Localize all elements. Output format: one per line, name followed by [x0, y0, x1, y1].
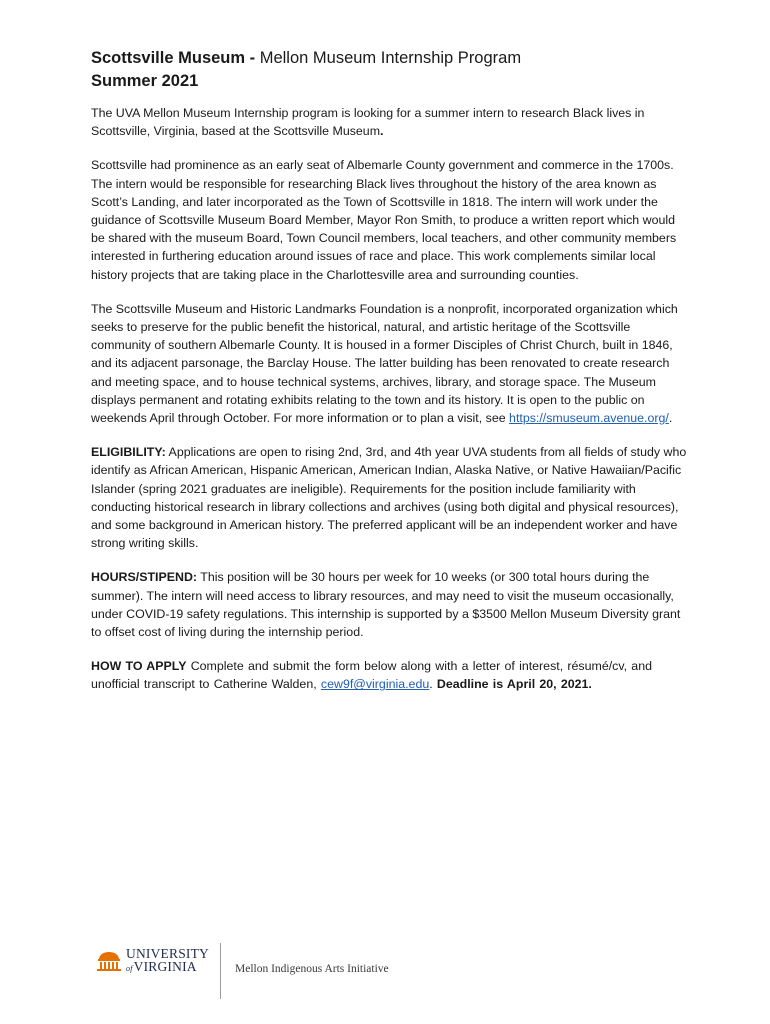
deadline-text: Deadline is April 20, 2021. [436, 677, 592, 692]
uva-wordmark [126, 947, 209, 975]
uva-wordmark-line1: UNIVERSITY [126, 946, 209, 961]
intro-text: The UVA Mellon Museum Internship program is looking for a summer intern to research Black lives in Scottsville, Virginia, based at the Scottsville Museum [91, 106, 645, 139]
eligibility-label: ELIGIBILITY: [91, 445, 166, 460]
title-program-name: Mellon Museum Internship Program [259, 49, 522, 67]
intro-period: . [380, 124, 384, 139]
logo-divider [220, 943, 221, 999]
uva-wordmark-of: of [126, 964, 133, 973]
museum-website-link[interactable]: https://smuseum.avenue.org/ [509, 411, 669, 426]
hours-text: This position will be 30 hours per week for 10 weeks (or 300 total hours during the summer). The intern will need access to library resources, and may need to visit the museum occasionally, under COVID-19 safety regulations. This internship is supported by a $3500 Mellon Museum Diversity grant to offset cost of living during the internship period. [91, 570, 681, 640]
museum-text: The Scottsville Museum and Historic Landmarks Foundation is a nonprofit, incorporated organization which seeks to preserve for the public benefit the historical, natural, and artistic heritage of the Scottsville community of southern Albemarle County. It is housed in a former Disciples of Christ Church, built in 1846, and its adjacent parsonage, the Barclay House. The latter building has been renovated to create research and meeting space, and to house technical systems, archives, library, and storage space. The Museum displays permanent and rotating exhibits relating to the town and its history. It is open to the public on weekends April through October. For more information or to plan a visit, see [91, 301, 678, 426]
apply-paragraph [91, 657, 691, 693]
footer-logos [96, 943, 436, 999]
contact-email-link[interactable]: cew9f@virginia.edu [320, 677, 430, 692]
apply-text: Complete and submit the form below along with a letter of interest, résumé/cv, and unofficial transcript to Catherine Walden, [91, 659, 652, 692]
hours-label: HOURS/STIPEND: [91, 570, 198, 585]
rotunda-icon [96, 950, 122, 972]
museum-period: . [668, 411, 673, 426]
eligibility-text: Applications are open to rising 2nd, 3rd, and 4th year UVA students from all fields of study who identify as African American, Hispanic American, American Indian, Alaska Native, or Native Hawaiian/Pacific Islander (spring 2021 graduates are ineligible). Requirements for the position include familiarity with conducting historical research in library collections and archives (using both digital and physical resources), and some background in American history. The preferred applicant will be an independent worker and have strong writing skills. [91, 445, 687, 551]
uva-wordmark-line2 [126, 960, 209, 975]
document-title [91, 47, 691, 70]
apply-separator: . [429, 677, 437, 692]
document-body [91, 47, 691, 710]
history-paragraph: Scottsville had prominence as an early seat of Albemarle County government and commerce in the 1700s. The intern would be responsible for researching Black lives throughout the history of the area known as Scott’s Landing, and later incorporated as the Town of Scottsville in 1818. The intern will work under the guidance of Scottsville Museum Board Member, Mayor Ron Smith, to produce a written report which would be shared with the museum Board, Town Council members, local teachers, and other community members interested in furthering education around issues of race and place. This work complements similar local history projects that are taking place in the Charlottesville area and surrounding counties. [91, 158, 677, 282]
initiative-name: Mellon Indigenous Arts Initiative [235, 963, 389, 975]
museum-paragraph [91, 300, 691, 427]
uva-logo [96, 947, 209, 975]
document-subtitle: Summer 2021 [91, 72, 199, 90]
apply-label: HOW TO APPLY [91, 659, 187, 674]
intro-paragraph [91, 104, 691, 140]
eligibility-paragraph [91, 443, 691, 552]
uva-wordmark-virginia: VIRGINIA [133, 959, 197, 974]
title-museum-name: Scottsville Museum - [91, 49, 260, 67]
hours-paragraph [91, 568, 691, 641]
